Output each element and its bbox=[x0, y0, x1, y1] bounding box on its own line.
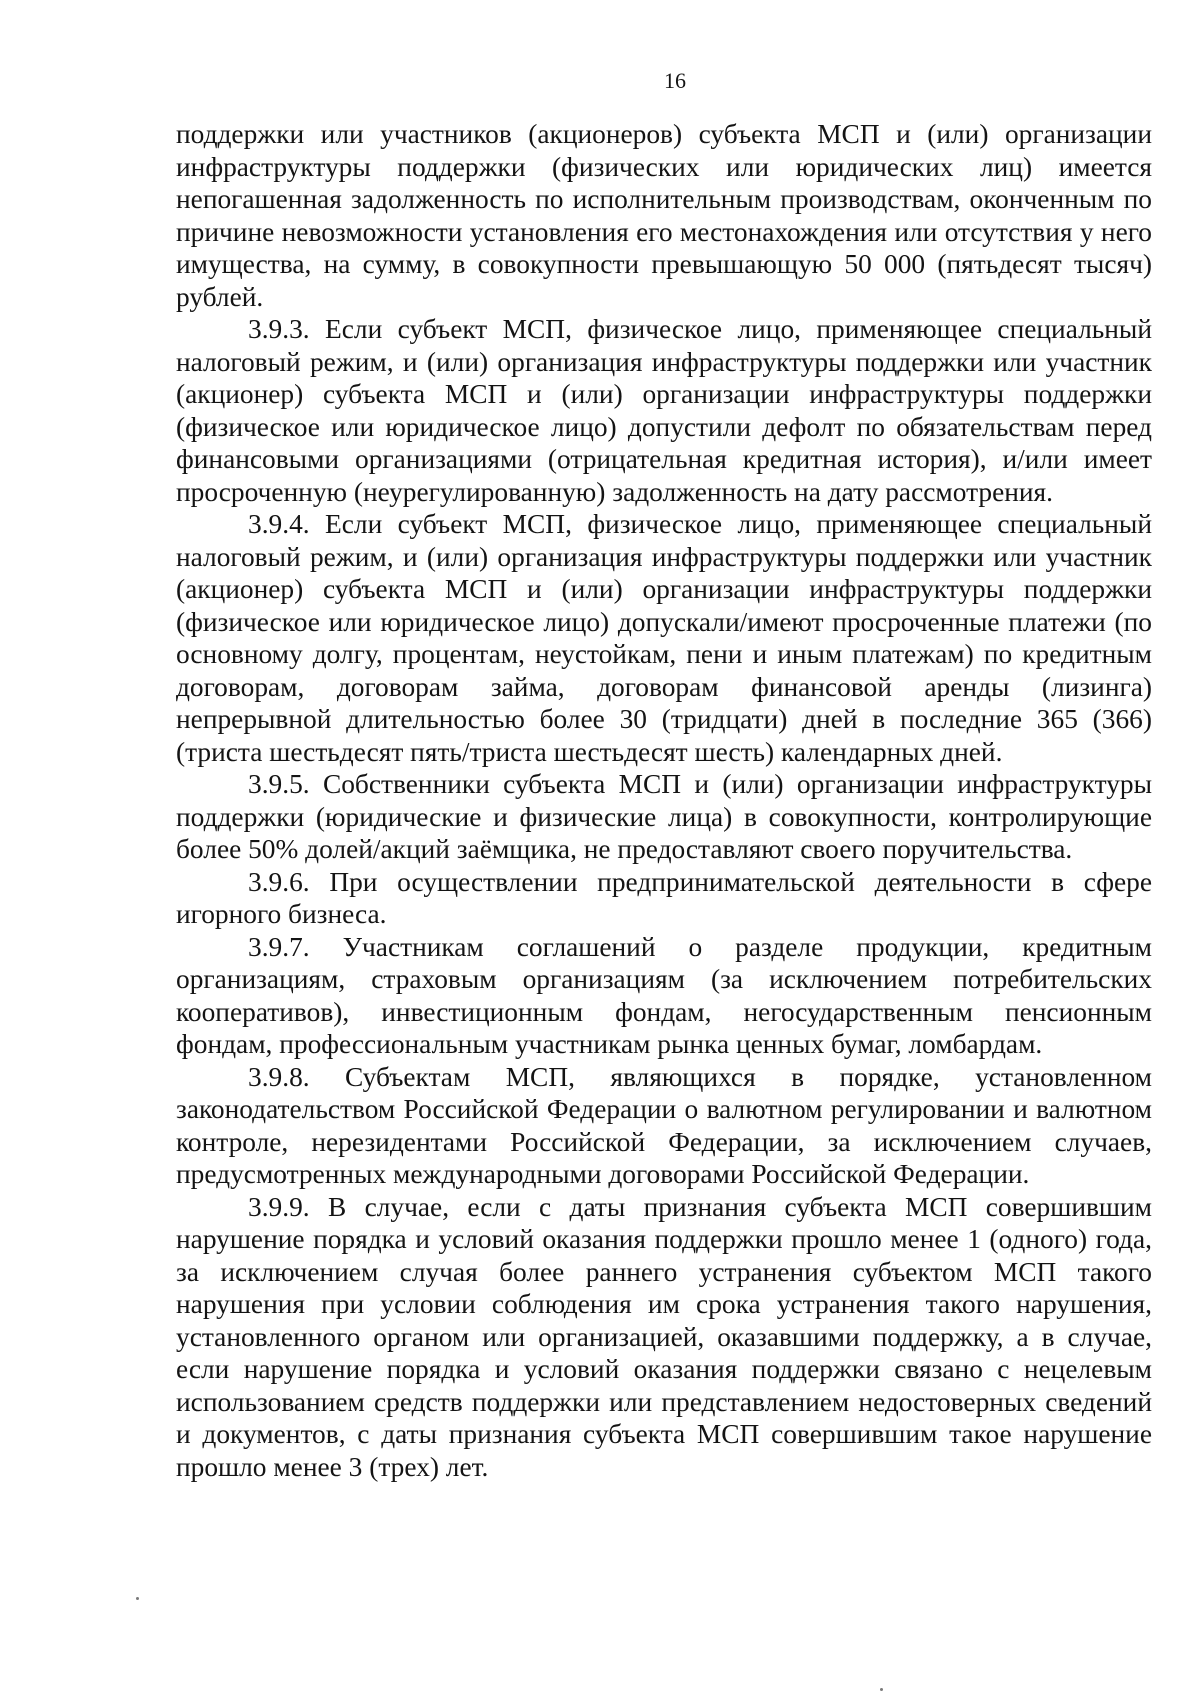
paragraph-continuation: поддержки или участников (акционеров) субъекта МСП и (или) организации инфраструктуры поддержки (физических или юридических лиц) имеется непогашенная задолженность по исполнительным производствам, оконченным по причине невозможности установления его местонахождения или отсутствия у него имущества, на сумму, в совокупности превышающую 50 000 (пятьдесят тысяч) рублей. bbox=[176, 119, 1152, 312]
paragraph-3-9-9: 3.9.9. В случае, если с даты признания субъекта МСП совершившим нарушение порядка и условий оказания поддержки прошло менее 1 (одного) года, за исключением случая более раннего устранения субъектом МСП такого нарушения при условии соблюдения им срока устранения такого нарушения, установленного органом или организацией, оказавшими поддержку, а в случае, если нарушение порядка и условий оказания поддержки связано с нецелевым использованием средств поддержки или представлением недостоверных сведений и документов, с даты признания субъекта МСП совершившим такое нарушение прошло менее 3 (трех) лет. bbox=[176, 1191, 1152, 1482]
paragraph-3-9-5: 3.9.5. Собственники субъекта МСП и (или) организации инфраструктуры поддержки (юридические и физические лица) в совокупности, контролирующие более 50% долей/акций заёмщика, не предоставляют своего поручительства. bbox=[176, 769, 1152, 864]
paragraph-3-9-8: 3.9.8. Субъектам МСП, являющихся в порядке, установленном законодательством Российской Федерации о валютном регулировании и валютном контроле, нерезидентами Российской Федерации, за исключением случаев, предусмотренных международными договорами Российской Федерации. bbox=[176, 1061, 1152, 1189]
paragraph-3-9-7: 3.9.7. Участникам соглашений о разделе продукции, кредитным организациям, страховым организациям (за исключением потребительских кооперативов), инвестиционным фондам, негосударственным пенсионным фондам, профессиональным участникам рынка ценных бумаг, ломбардам. bbox=[176, 931, 1152, 1059]
page-number: 16 bbox=[664, 68, 686, 93]
scan-speck bbox=[880, 1688, 883, 1691]
scan-speck bbox=[136, 1597, 139, 1600]
paragraph-3-9-6: 3.9.6. При осуществлении предпринимательской деятельности в сфере игорного бизнеса. bbox=[176, 866, 1152, 929]
document-body bbox=[176, 118, 1152, 1483]
paragraph-3-9-3: 3.9.3. Если субъект МСП, физическое лицо, применяющее специальный налоговый режим, и (или) организация инфраструктуры поддержки или участник (акционер) субъекта МСП и (или) организации инфраструктуры поддержки (физическое или юридическое лицо) допустили дефолт по обязательствам перед финансовыми организациями (отрицательная кредитная история), и/или имеет просроченную (неурегулированную) задолженность на дату рассмотрения. bbox=[176, 314, 1152, 507]
paragraph-3-9-4: 3.9.4. Если субъект МСП, физическое лицо, применяющее специальный налоговый режим, и (или) организация инфраструктуры поддержки или участник (акционер) субъекта МСП и (или) организации инфраструктуры поддержки (физическое или юридическое лицо) допускали/имеют просроченные платежи (по основному долгу, процентам, неустойкам, пени и иным платежам) по кредитным договорам, договорам займа, договорам финансовой аренды (лизинга) непрерывной длительностью более 30 (тридцати) дней в последние 365 (366) (триста шестьдесят пять/триста шестьдесят шесть) календарных дней. bbox=[176, 509, 1152, 767]
